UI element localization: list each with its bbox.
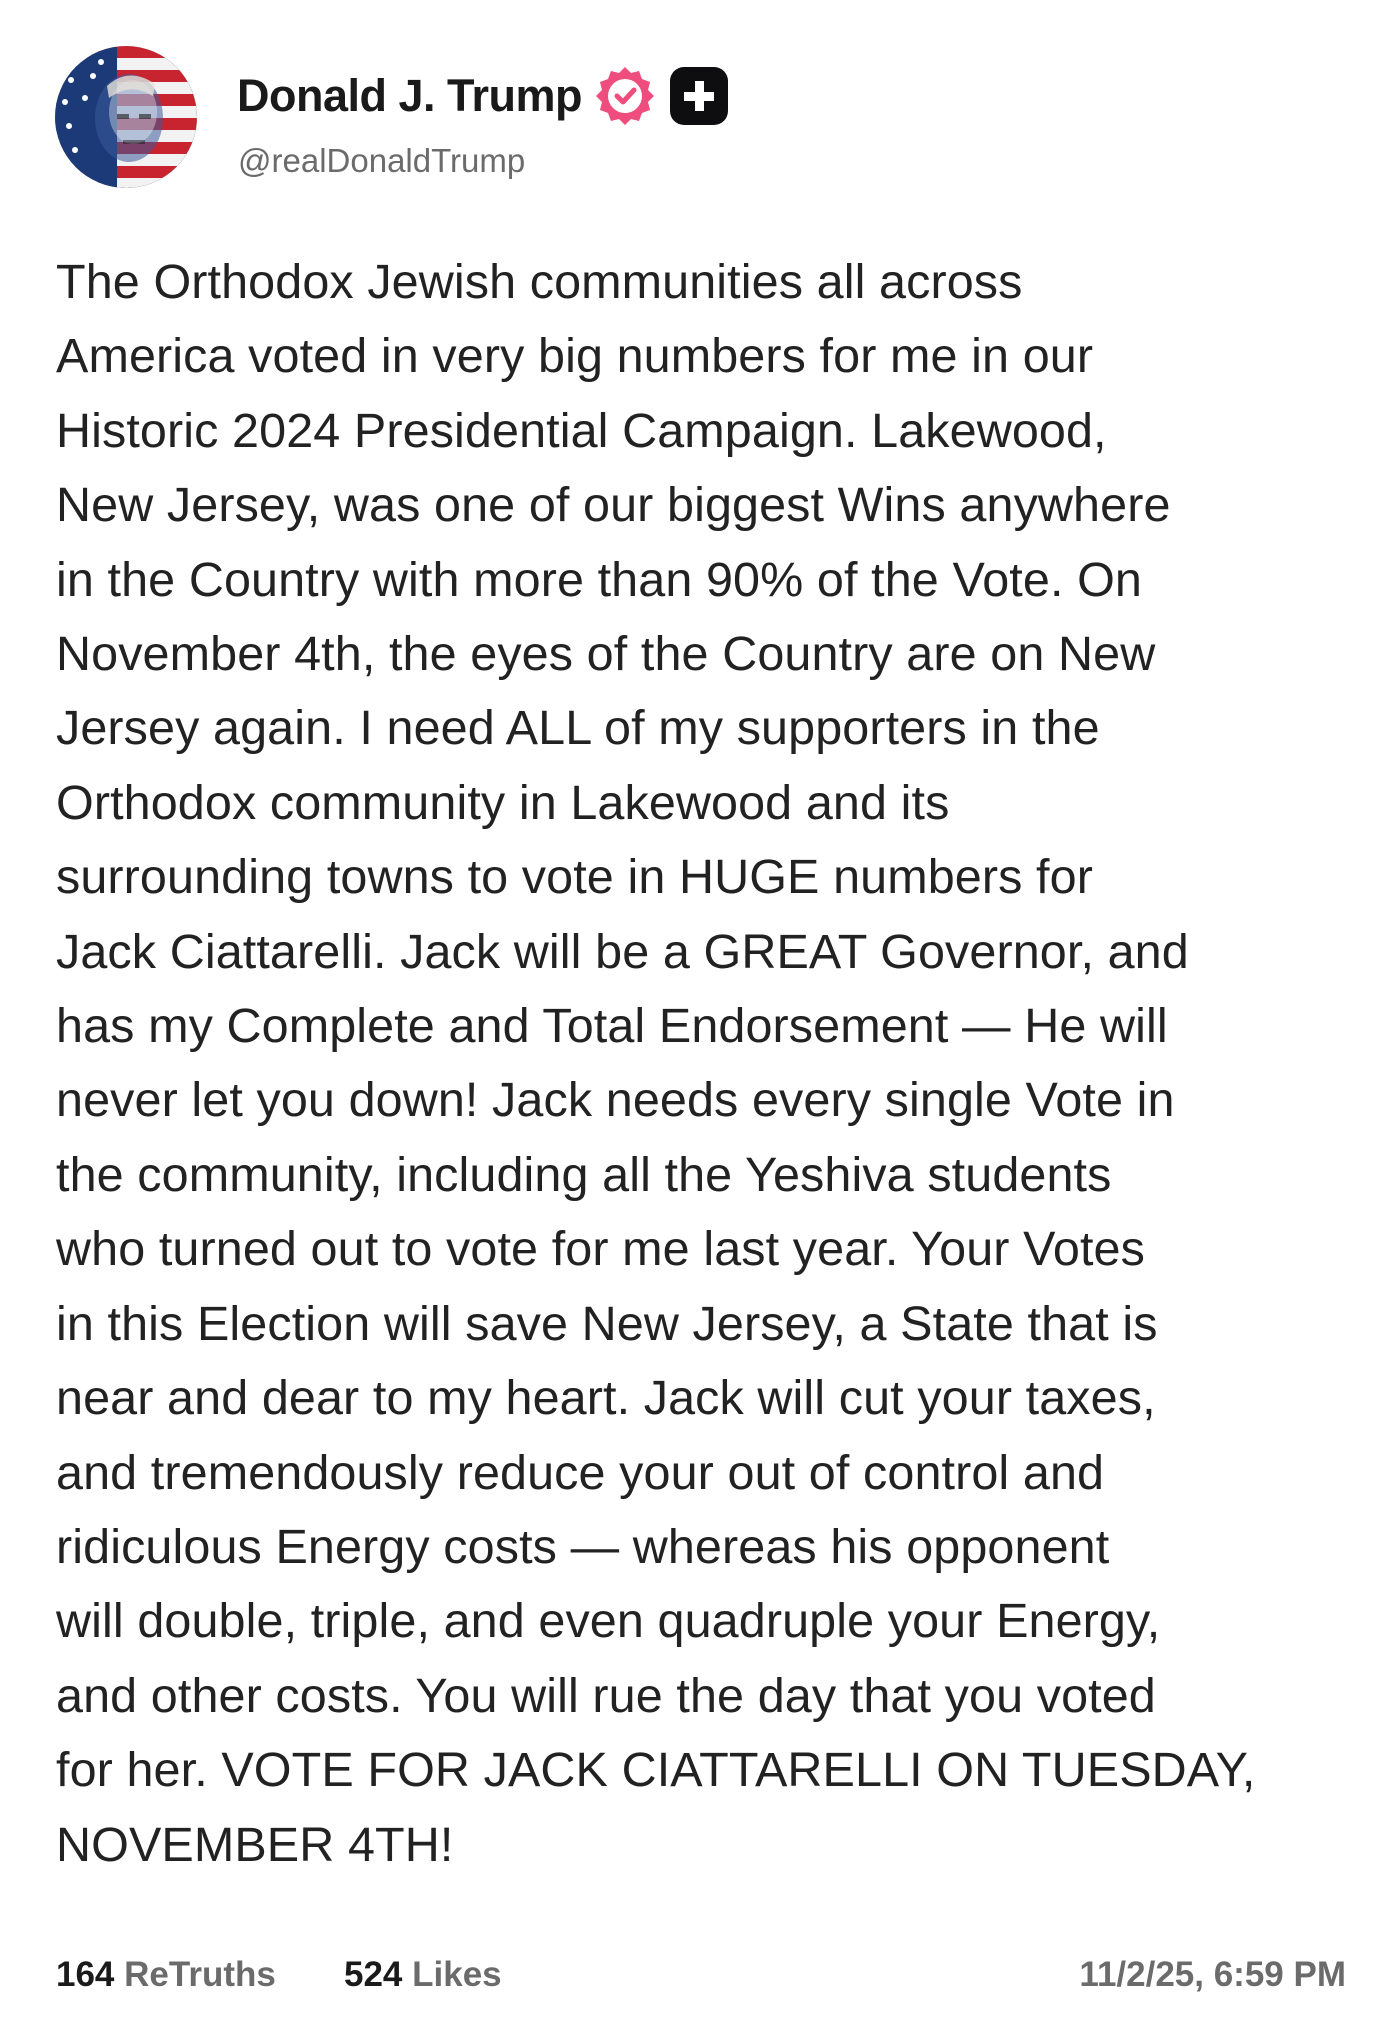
likes-stat[interactable] — [344, 1950, 502, 2000]
post-text-line: Jersey again. I need ALL of my supporters in the — [56, 701, 1100, 756]
plus-badge-icon — [670, 67, 728, 125]
post-text-line: America voted in very big numbers for me in our — [56, 329, 1094, 384]
post-text-line: Historic 2024 Presidential Campaign. Lakewood, — [56, 403, 1107, 458]
display-name-row — [237, 64, 728, 128]
post-text-line: near and dear to my heart. Jack will cut your taxes, — [56, 1371, 1156, 1426]
post-text-line: Orthodox community in Lakewood and its — [56, 775, 950, 830]
post-text-line: November 4th, the eyes of the Country are on New — [56, 627, 1156, 682]
post-text-line: will double, triple, and even quadruple your Energy, — [56, 1594, 1161, 1649]
post-text-line: and other costs. You will rue the day that you voted — [56, 1668, 1156, 1723]
post-text-line: ridiculous Energy costs — whereas his opponent — [56, 1519, 1110, 1574]
post-text-line: in this Election will save New Jersey, a State that is — [56, 1296, 1158, 1351]
post-text-line: surrounding towns to vote in HUGE numbers for — [56, 850, 1093, 905]
display-name[interactable]: Donald J. Trump — [237, 70, 583, 121]
retruths-label: ReTruths — [124, 1955, 276, 1994]
verified-badge-icon — [594, 65, 656, 127]
avatar[interactable] — [55, 46, 197, 188]
post-header — [55, 40, 1345, 190]
post-text-line: who turned out to vote for me last year. Your Votes — [56, 1222, 1145, 1277]
post-text-line: in the Country with more than 90% of the Vote. On — [56, 552, 1142, 607]
post-text-line: NOVEMBER 4TH! — [56, 1817, 454, 1872]
post-text-line: the community, including all the Yeshiva students — [56, 1147, 1112, 1202]
timestamp[interactable]: 11/2/25, 6:59 PM — [1079, 1955, 1346, 1994]
post-footer — [56, 1950, 1346, 2000]
post-text-line: and tremendously reduce your out of control and — [56, 1445, 1105, 1500]
post-text-line: for her. VOTE FOR JACK CIATTARELLI ON TUESDAY, — [56, 1743, 1256, 1798]
post-text-line: New Jersey, was one of our biggest Wins anywhere — [56, 478, 1171, 533]
likes-label: Likes — [412, 1955, 502, 1994]
post-text-line: The Orthodox Jewish communities all across — [56, 255, 1023, 309]
avatar-flag-portrait-icon — [55, 46, 197, 188]
post-text-line: never let you down! Jack needs every single Vote in — [56, 1073, 1175, 1128]
post-text-line: Jack Ciattarelli. Jack will be a GREAT Governor, and — [56, 924, 1189, 979]
retruths-stat[interactable] — [56, 1950, 276, 2000]
post-text — [56, 245, 1356, 1882]
likes-count: 524 — [344, 1955, 403, 1994]
handle[interactable]: @realDonaldTrump — [238, 142, 526, 179]
retruths-count: 164 — [56, 1955, 115, 1994]
post-text-line: has my Complete and Total Endorsement — He will — [56, 999, 1168, 1054]
